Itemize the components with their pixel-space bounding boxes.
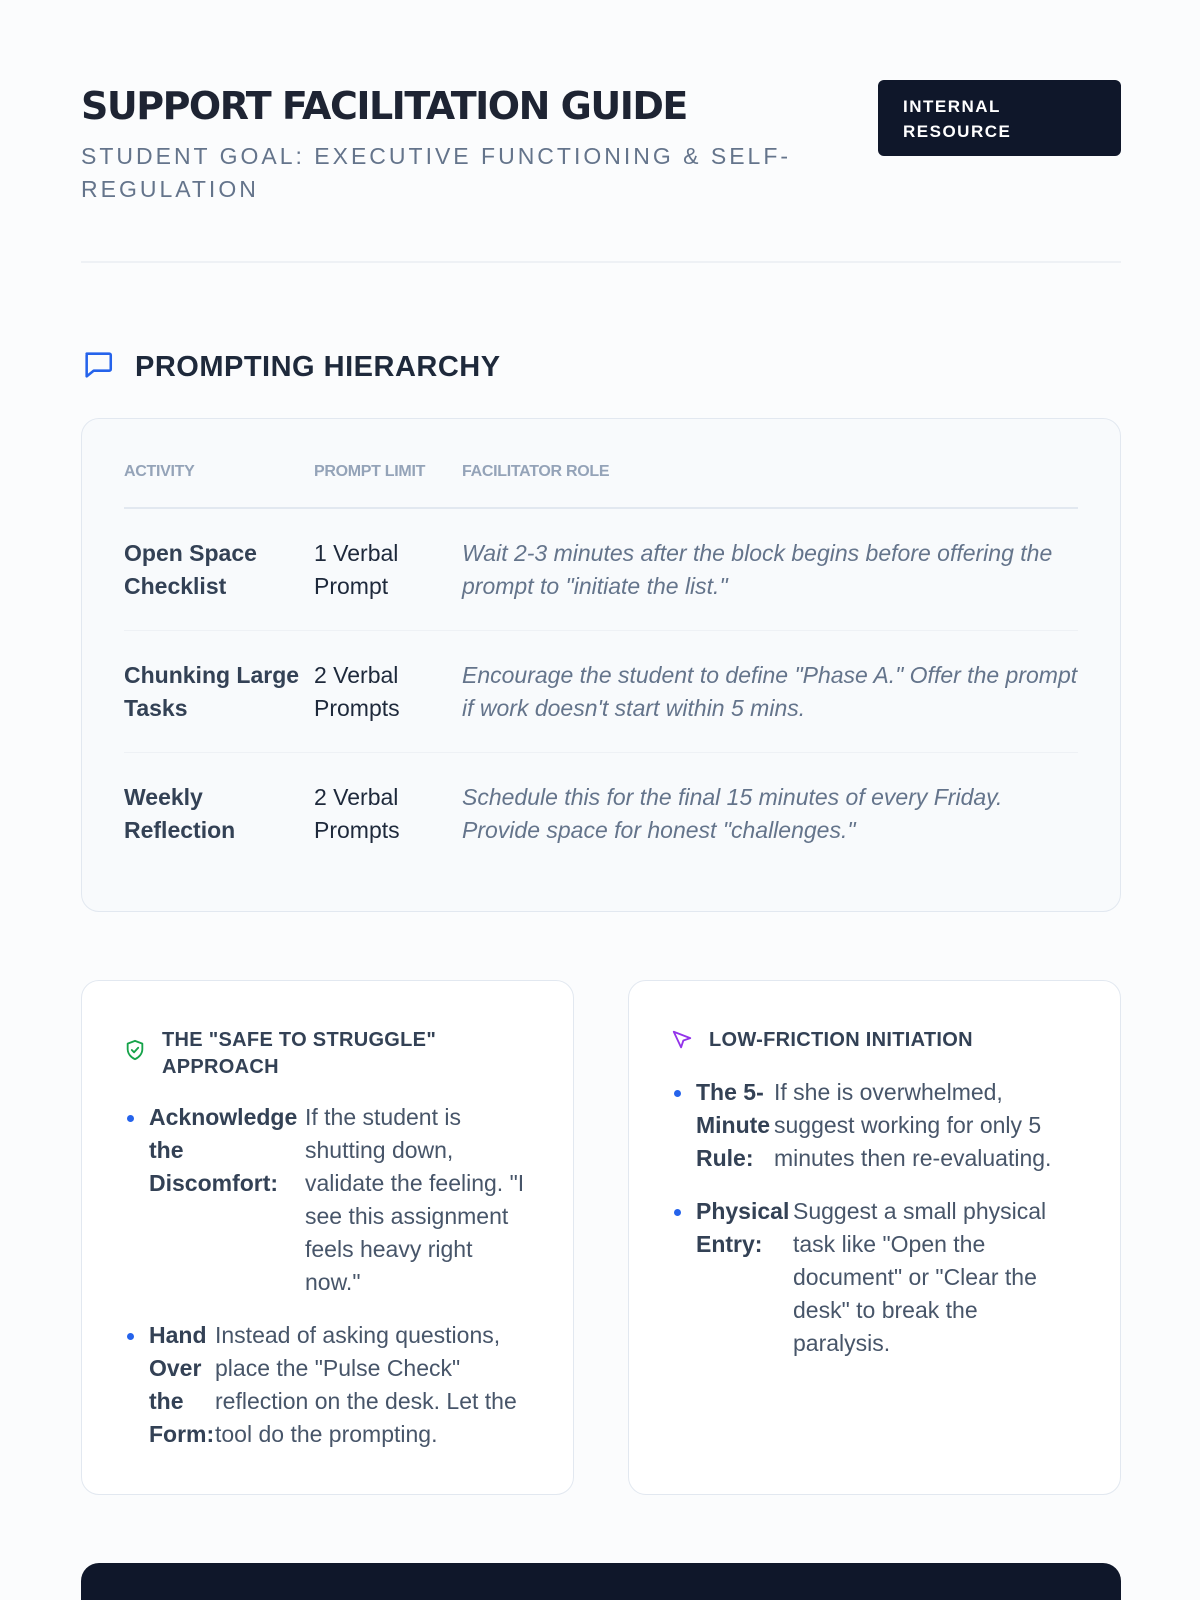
item-text: If the student is shutting down, validate the feeling. "I see this assignment feels heavy right now.": [305, 1104, 525, 1295]
header-text: [81, 80, 811, 206]
item-label: Hand Over the Form:: [149, 1322, 215, 1447]
list-item: [124, 1101, 531, 1299]
list-item: [671, 1195, 1078, 1360]
facilitator-role-cell: Wait 2-3 minutes after the block begins before offering the prompt to "initiate the list.": [462, 540, 1053, 599]
item-label: Acknowledge the Discomfort:: [149, 1104, 298, 1196]
activity-cell: Chunking Large Tasks: [124, 662, 300, 721]
card-header: [124, 1021, 531, 1081]
shield-check-icon: [124, 1039, 146, 1066]
prompt-limit-cell: 2 Verbal Prompts: [314, 662, 400, 721]
page-header: [81, 80, 1121, 206]
activity-cell: Weekly Reflection: [124, 784, 236, 843]
item-text: Instead of asking questions, place the "Pulse Check" reflection on the desk. Let the tool do the prompting.: [215, 1322, 517, 1447]
table-row: [124, 509, 1078, 631]
cursor-arrow-icon: [671, 1029, 693, 1056]
item-text: Suggest a small physical task like "Open the document" or "Clear the desk" to break the paralysis.: [793, 1198, 1047, 1356]
item-label: The 5-Minute Rule:: [696, 1079, 771, 1171]
safe-to-struggle-card: [81, 980, 574, 1495]
item-text: If she is overwhelmed, suggest working for only 5 minutes then re-evaluating.: [774, 1079, 1052, 1171]
bottom-section-banner: [81, 1563, 1121, 1600]
chat-bubble-icon: [81, 348, 115, 387]
card-title: THE "SAFE TO STRUGGLE" APPROACH: [162, 1029, 437, 1078]
card-header: [671, 1021, 1078, 1056]
column-header-prompt-limit: PROMPT LIMIT: [314, 463, 426, 480]
prompting-section-header: [81, 348, 501, 387]
safe-to-struggle-list: [124, 1101, 531, 1451]
initiation-list: [671, 1076, 1078, 1360]
internal-resource-badge: INTERNAL RESOURCE: [878, 80, 1121, 156]
list-item: [671, 1076, 1078, 1175]
page-title: SUPPORT FACILITATION GUIDE: [81, 84, 687, 128]
header-divider: [81, 261, 1121, 263]
column-header-facilitator-role: FACILITATOR ROLE: [462, 463, 610, 480]
table-row: [124, 753, 1078, 875]
item-label: Physical Entry:: [696, 1198, 790, 1257]
prompting-table: [81, 418, 1121, 912]
facilitator-role-cell: Encourage the student to define "Phase A." Offer the prompt if work doesn't start within 5 mins.: [462, 662, 1078, 721]
list-item: [124, 1319, 531, 1451]
activity-cell: Open Space Checklist: [124, 540, 257, 599]
page-subtitle: STUDENT GOAL: EXECUTIVE FUNCTIONING & SELF-REGULATION: [81, 143, 792, 202]
card-title: LOW-FRICTION INITIATION: [709, 1029, 973, 1051]
prompt-limit-cell: 2 Verbal Prompts: [314, 784, 400, 843]
low-friction-initiation-card: [628, 980, 1121, 1495]
prompt-limit-cell: 1 Verbal Prompt: [314, 540, 399, 599]
prompting-section-title: PROMPTING HIERARCHY: [135, 351, 501, 383]
column-header-activity: ACTIVITY: [124, 463, 195, 480]
facilitator-role-cell: Schedule this for the final 15 minutes of every Friday. Provide space for honest "challenges.": [462, 784, 1003, 843]
table-row: [124, 631, 1078, 753]
table-header-row: [124, 461, 1078, 509]
